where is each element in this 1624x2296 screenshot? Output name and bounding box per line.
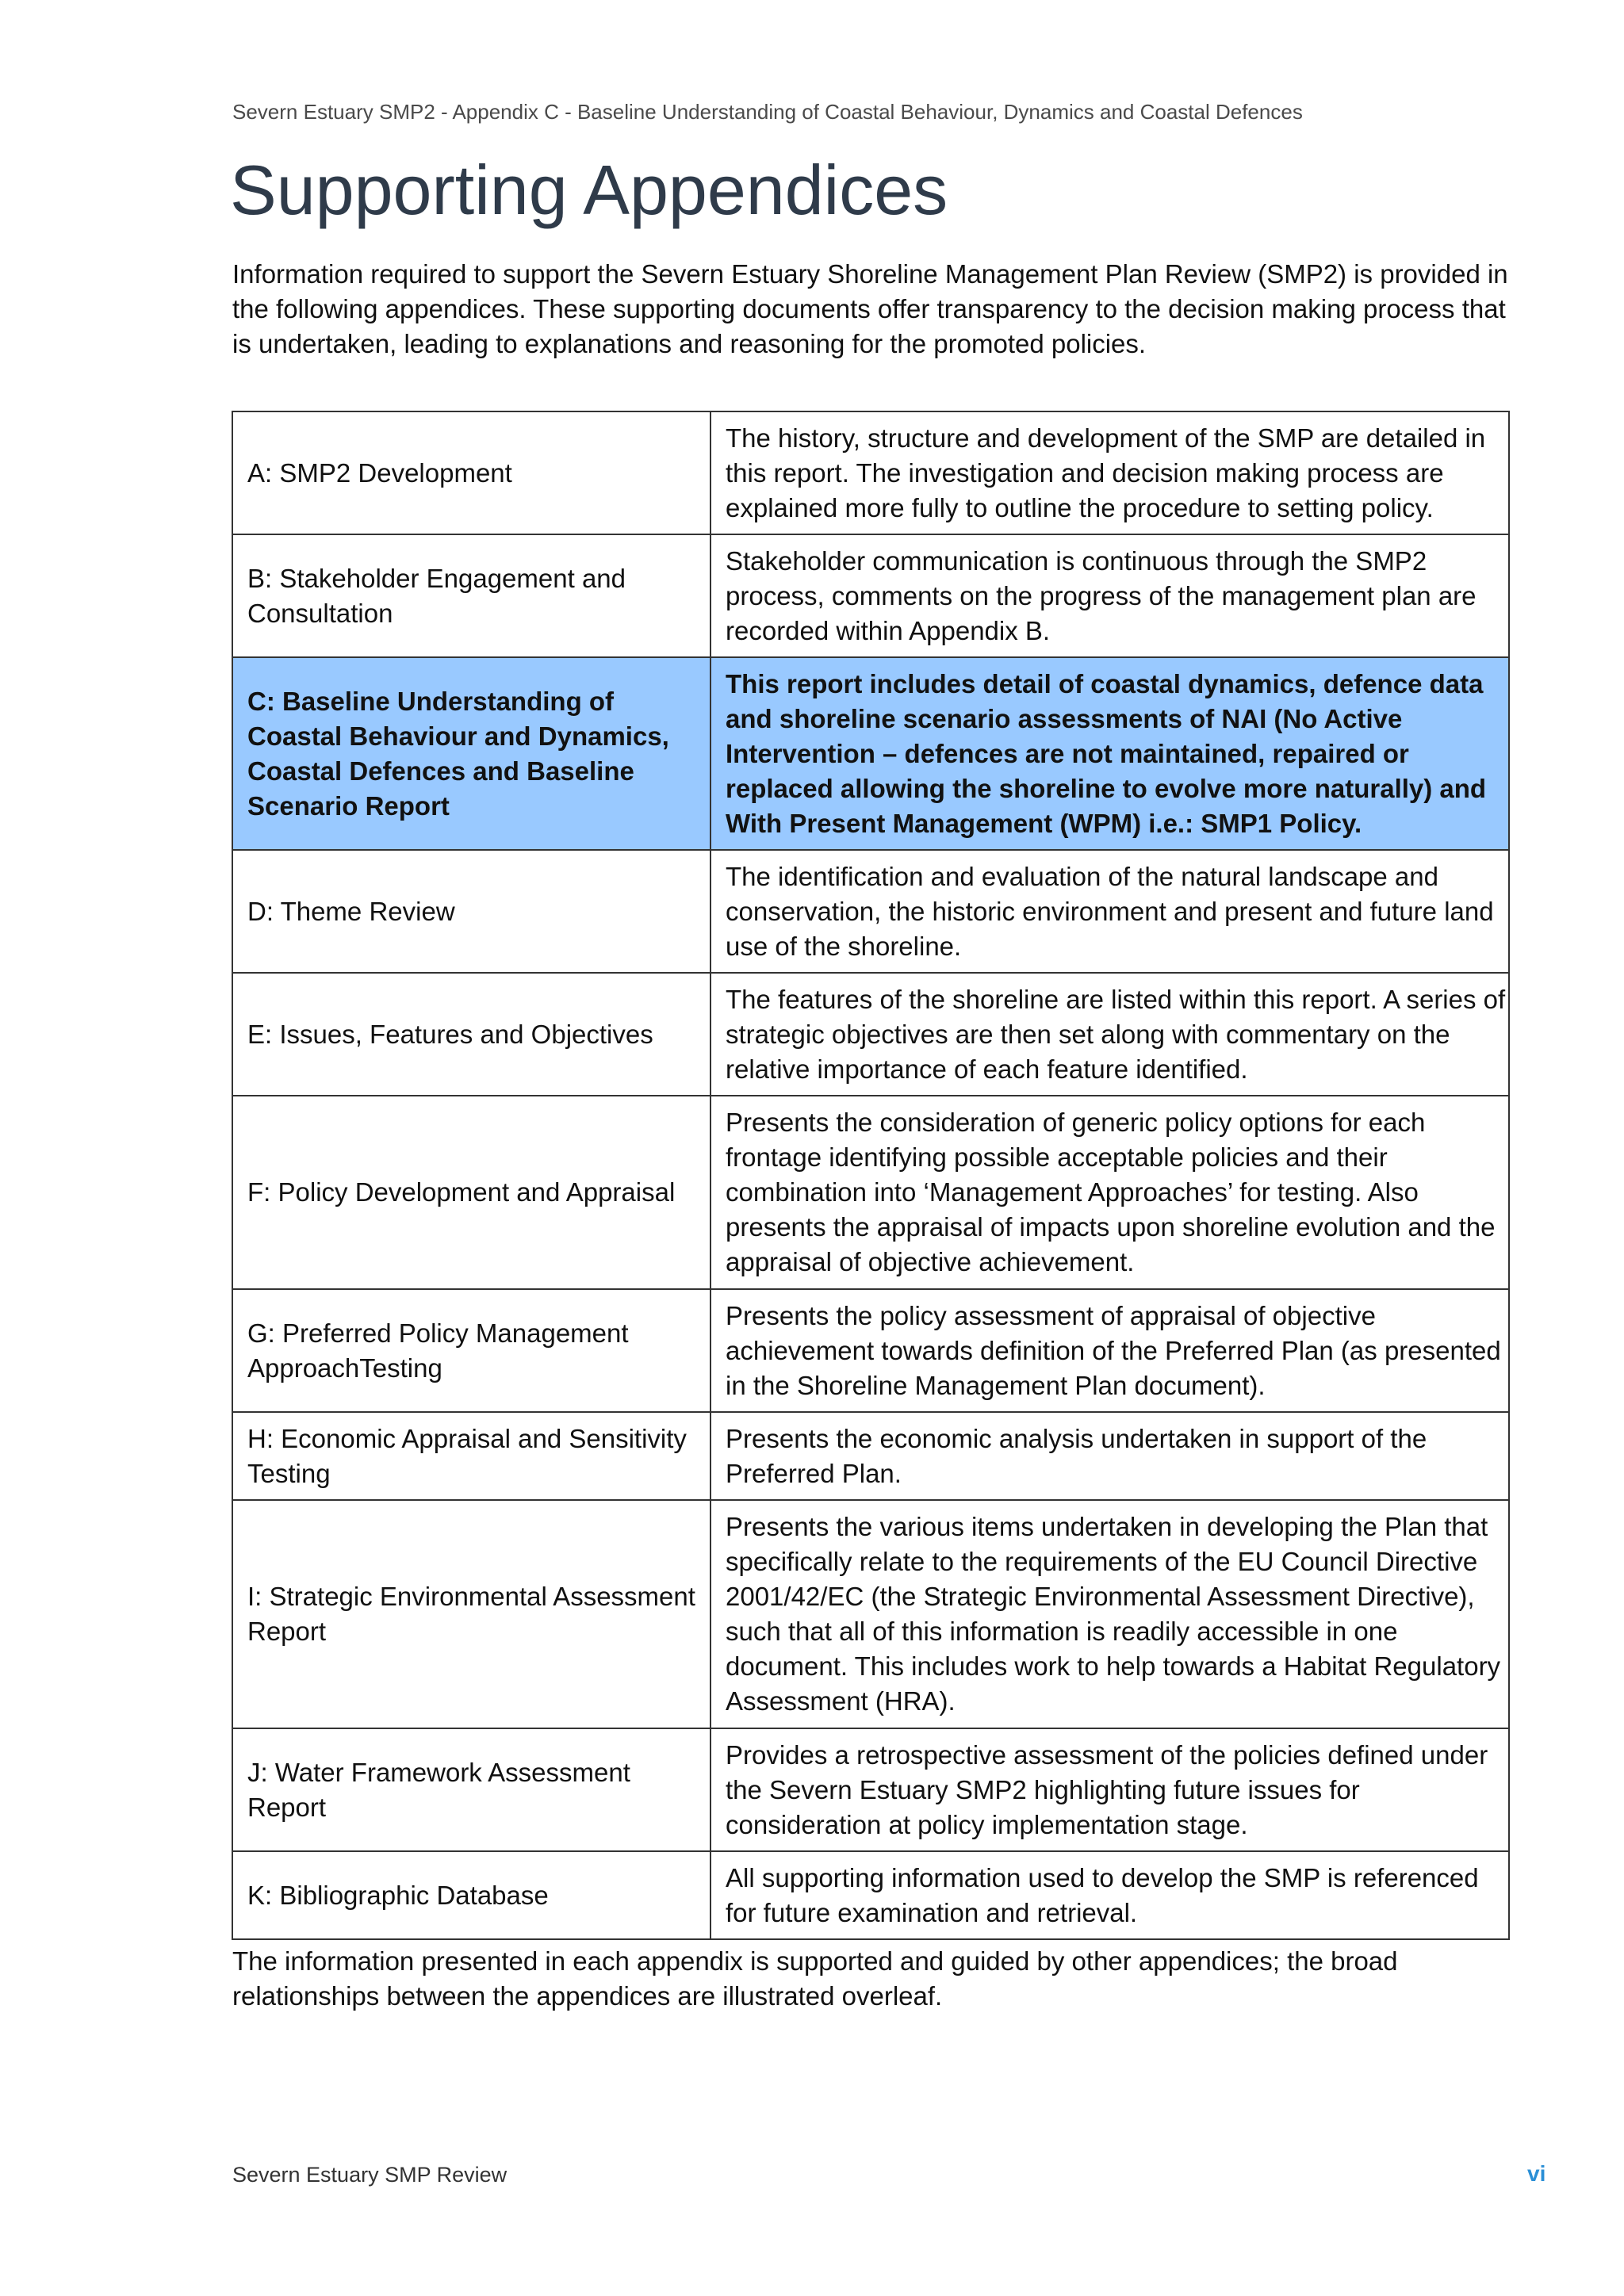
footer-document-title: Severn Estuary SMP Review — [232, 2163, 508, 2187]
appendix-description: Presents the economic analysis undertaken in support of the Preferred Plan. — [710, 1412, 1509, 1500]
table-row — [232, 1728, 1509, 1851]
table-row — [232, 1412, 1509, 1500]
appendix-description: Presents the policy assessment of appraisal of objective achievement towards definition of the Preferred Plan (as presented in the Shoreline Management Plan document). — [710, 1289, 1509, 1412]
table-row-highlighted — [232, 657, 1509, 850]
appendix-name: K: Bibliographic Database — [232, 1851, 710, 1939]
appendix-name: J: Water Framework Assessment Report — [232, 1728, 710, 1851]
table-row — [232, 1096, 1509, 1289]
appendix-description: The identification and evaluation of the natural landscape and conservation, the historic environment and present and future land use of the shoreline. — [710, 850, 1509, 973]
appendix-description: Presents the various items undertaken in developing the Plan that specifically relate to the requirements of the EU Council Directive 2001/42/EC (the Strategic Environmental Assessment Directive), such that all of this information is readily accessible in one document. This includes work to help towards a Habitat Regulatory Assessment (HRA). — [710, 1500, 1509, 1728]
running-header: Severn Estuary SMP2 - Appendix C - Baseline Understanding of Coastal Behaviour, Dynamics and Coastal Defences — [232, 100, 1303, 124]
table-row — [232, 850, 1509, 973]
appendix-name: I: Strategic Environmental Assessment Report — [232, 1500, 710, 1728]
table-row — [232, 1851, 1509, 1939]
footer-page-number: vi — [1527, 2161, 1546, 2186]
appendix-description: The history, structure and development of the SMP are detailed in this report. The investigation and decision making process are explained more fully to outline the procedure to setting policy. — [710, 411, 1509, 534]
appendix-name: B: Stakeholder Engagement and Consultation — [232, 534, 710, 657]
table-row — [232, 973, 1509, 1096]
intro-paragraph: Information required to support the Severn Estuary Shoreline Management Plan Review (SMP2) is provided in the following appendices. These supporting documents offer transparency to the decision making process that is undertaken, leading to explanations and reasoning for the promoted policies. — [232, 259, 1508, 358]
page-title: Supporting Appendices — [230, 151, 948, 229]
appendix-name: A: SMP2 Development — [232, 411, 710, 534]
closing-paragraph: The information presented in each appendix is supported and guided by other appendices; the broad relationships between the appendices are illustrated overleaf. — [232, 1946, 1398, 2011]
appendix-description: This report includes detail of coastal dynamics, defence data and shoreline scenario assessments of NAI (No Active Intervention – defences are not maintained, repaired or replaced allowing the shoreline to evolve more naturally) and With Present Management (WPM) i.e.: SMP1 Policy. — [710, 657, 1509, 850]
appendix-description: Presents the consideration of generic policy options for each frontage identifying possible acceptable policies and their combination into ‘Management Approaches’ for testing. Also presents the appraisal of impacts upon shoreline evolution and the appraisal of objective achievement. — [710, 1096, 1509, 1289]
table-row — [232, 534, 1509, 657]
appendix-description: All supporting information used to develop the SMP is referenced for future examination and retrieval. — [710, 1851, 1509, 1939]
appendix-name: F: Policy Development and Appraisal — [232, 1096, 710, 1289]
table-row — [232, 1289, 1509, 1412]
appendix-name: E: Issues, Features and Objectives — [232, 973, 710, 1096]
appendix-description: The features of the shoreline are listed within this report. A series of strategic objectives are then set along with commentary on the relative importance of each feature identified. — [710, 973, 1509, 1096]
appendix-description: Stakeholder communication is continuous through the SMP2 process, comments on the progress of the management plan are recorded within Appendix B. — [710, 534, 1509, 657]
appendices-table — [232, 411, 1510, 1940]
appendix-name: C: Baseline Understanding of Coastal Behaviour and Dynamics, Coastal Defences and Baseline Scenario Report — [232, 657, 710, 850]
table-row — [232, 411, 1509, 534]
table-row — [232, 1500, 1509, 1728]
appendix-name: G: Preferred Policy Management ApproachTesting — [232, 1289, 710, 1412]
appendix-description: Provides a retrospective assessment of the policies defined under the Severn Estuary SMP2 highlighting future issues for consideration at policy implementation stage. — [710, 1728, 1509, 1851]
appendix-name: H: Economic Appraisal and Sensitivity Testing — [232, 1412, 710, 1500]
appendix-name: D: Theme Review — [232, 850, 710, 973]
